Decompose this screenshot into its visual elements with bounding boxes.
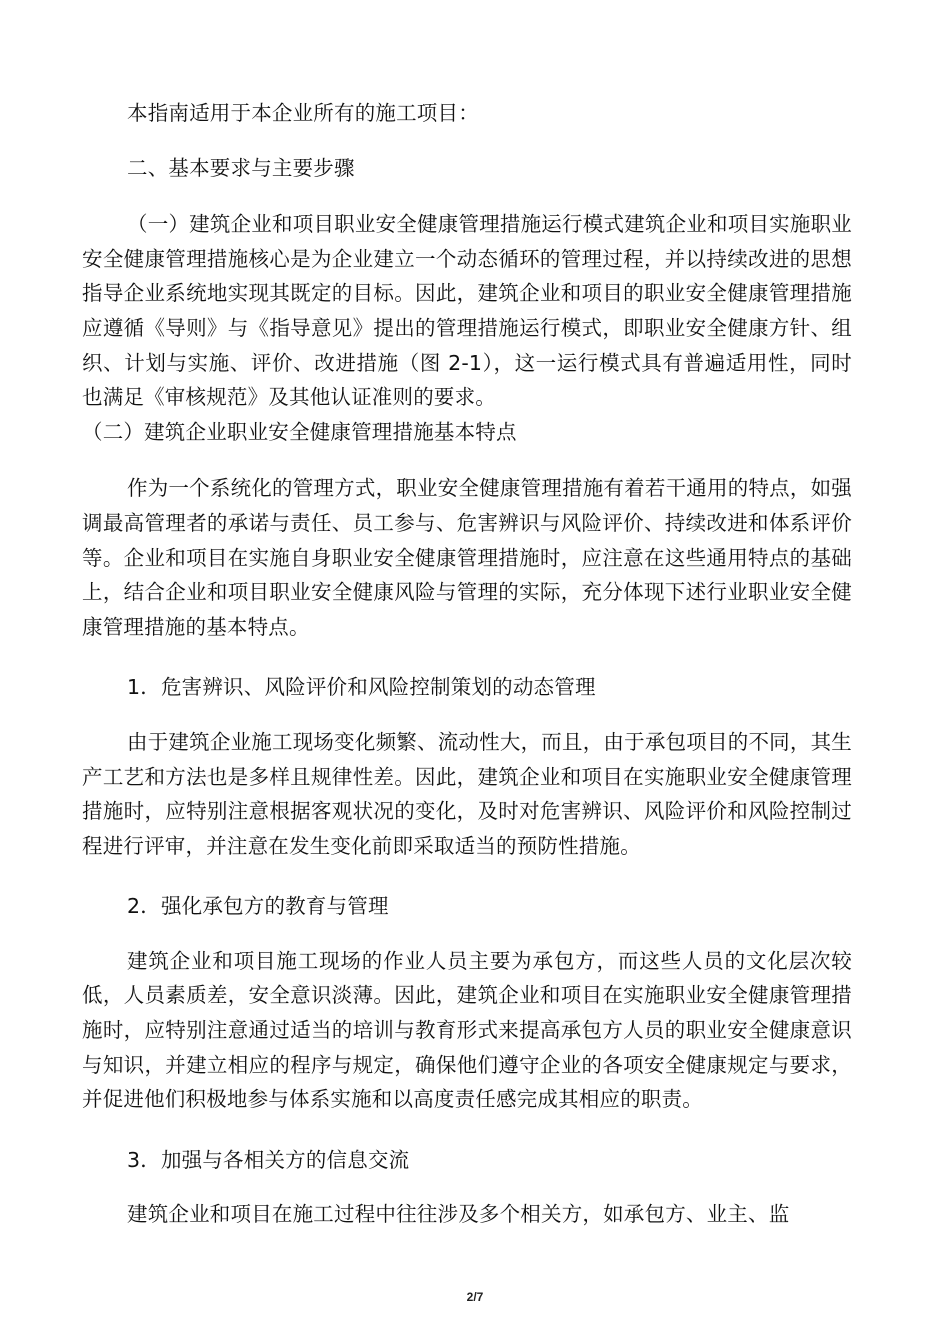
item-1-heading: 1．危害辨识、风险评价和风险控制策划的动态管理 (127, 675, 596, 700)
item-3-paragraph: 建筑企业和项目在施工过程中往往涉及多个相关方，如承包方、业主、监 (127, 1202, 790, 1227)
features-intro-paragraph: 作为一个系统化的管理方式，职业安全健康管理措施有着若干通用的特点，如强调最高管理者的承诺与责任、员工参与、危害辨识与风险评价、持续改进和体系评价等。企业和项目在实施自身职业安全健康管理措施时，应注意在这些通用特点的基础上，结合企业和项目职业安全健康风险与管理的实际，充分体现下述行业职业安全健康管理措施的基本特点。 (82, 476, 852, 639)
subsection-2-heading: （二）建筑企业职业安全健康管理措施基本特点 (82, 419, 517, 444)
page-number: 2/7 (466, 1290, 484, 1304)
item-2-paragraph: 建筑企业和项目施工现场的作业人员主要为承包方，而这些人员的文化层次较低，人员素质差，安全意识淡薄。因此，建筑企业和项目在实施职业安全健康管理措施时，应特别注意通过适当的培训与教育形式来提高承包方人员的职业安全健康意识与知识，并建立相应的程序与规定，确保他们遵守企业的各项安全健康规定与要求，并促进他们积极地参与体系实施和以高度责任感完成其相应的职责。 (82, 948, 852, 1112)
document-body (82, 96, 852, 1232)
item-3-heading: 3．加强与各相关方的信息交流 (127, 1147, 410, 1172)
subsection-1-paragraph: （一）建筑企业和项目职业安全健康管理措施运行模式建筑企业和项目实施职业安全健康管理措施核心是为企业建立一个动态循环的管理过程，并以持续改进的思想指导企业系统地实现其既定的目标。因此，建筑企业和项目的职业安全健康管理措施应遵循《导则》与《指导意见》提出的管理措施运行模式，即职业安全健康方针、组织、计划与实施、评价、改进措施（图 2-1），这一运行模式具有普遍适用性，同时也满足《审核规范》及其他认证准则的要求。 (82, 212, 852, 410)
section-heading-basic-requirements: 二、基本要求与主要步骤 (127, 155, 355, 180)
item-1-paragraph: 由于建筑企业施工现场变化频繁、流动性大，而且，由于承包项目的不同，其生产工艺和方法也是多样且规律性差。因此，建筑企业和项目在实施职业安全健康管理措施时，应特别注意根据客观状况的变化，及时对危害辨识、风险评价和风险控制过程进行评审，并注意在发生变化前即采取适当的预防性措施。 (82, 729, 852, 858)
item-2-heading: 2．强化承包方的教育与管理 (127, 894, 389, 919)
scope-paragraph: 本指南适用于本企业所有的施工项目： (127, 101, 479, 125)
